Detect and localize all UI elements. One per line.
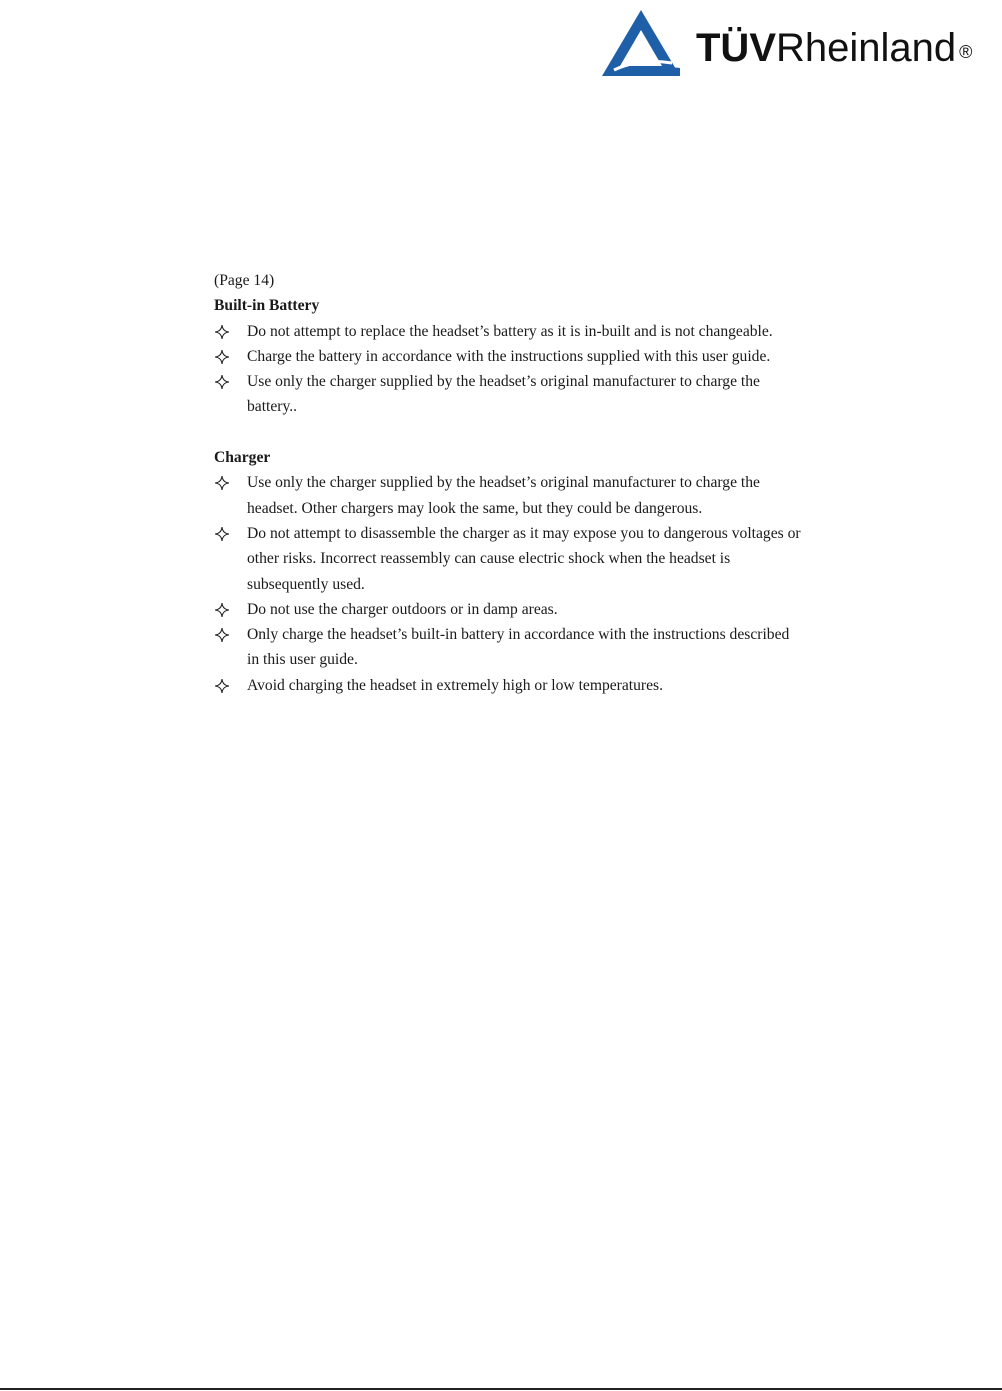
bullet-text: Only charge the headset’s built-in battery in accordance with the instructions described in this user guide. — [247, 626, 790, 669]
charger-bullet-list — [214, 470, 804, 698]
battery-bullet-list — [214, 319, 804, 420]
diamond-star-bullet-icon — [215, 325, 229, 339]
diamond-star-bullet-icon — [215, 527, 229, 541]
list-item — [214, 597, 804, 622]
diamond-star-bullet-icon — [215, 350, 229, 364]
diamond-star-bullet-icon — [215, 603, 229, 617]
bullet-text: Avoid charging the headset in extremely high or low temperatures. — [247, 676, 663, 694]
list-item — [214, 622, 804, 673]
section-heading-charger: Charger — [214, 449, 271, 467]
logo-wordmark — [696, 26, 972, 70]
diamond-star-bullet-icon — [215, 476, 229, 490]
registered-mark: ® — [959, 42, 973, 62]
bullet-text: Do not use the charger outdoors or in damp areas. — [247, 600, 558, 618]
bullet-text: Use only the charger supplied by the headset’s original manufacturer to charge the headset. Other chargers may look the same, but they could be dangerous. — [247, 474, 760, 517]
list-item — [214, 673, 804, 698]
page-reference: (Page 14) — [214, 272, 275, 289]
logo-brand-regular: Rheinland — [776, 26, 957, 70]
list-item — [214, 319, 804, 344]
bullet-text: Do not attempt to disassemble the charger as it may expose you to dangerous voltages or other risks. Incorrect reassembly can cause electric shock when the headset is subsequently used. — [247, 524, 801, 593]
logo-brand-bold: TÜV — [696, 26, 776, 70]
document-body — [214, 268, 804, 698]
list-item — [214, 344, 804, 369]
footer-rule — [0, 1388, 1002, 1390]
bullet-text: Do not attempt to replace the headset’s battery as it is in-built and is not changeable. — [247, 322, 773, 340]
tuv-rheinland-logo — [600, 8, 1000, 80]
diamond-star-bullet-icon — [215, 679, 229, 693]
list-item — [214, 521, 804, 597]
bullet-text: Charge the battery in accordance with the instructions supplied with this user guide. — [247, 347, 771, 365]
bullet-text: Use only the charger supplied by the headset’s original manufacturer to charge the battery.. — [247, 373, 760, 416]
diamond-star-bullet-icon — [215, 375, 229, 389]
diamond-star-bullet-icon — [215, 628, 229, 642]
section-spacer — [214, 420, 804, 445]
tuv-triangle-logo-icon — [600, 8, 682, 78]
section-heading-battery: Built-in Battery — [214, 297, 320, 315]
list-item — [214, 369, 804, 420]
list-item — [214, 470, 804, 521]
